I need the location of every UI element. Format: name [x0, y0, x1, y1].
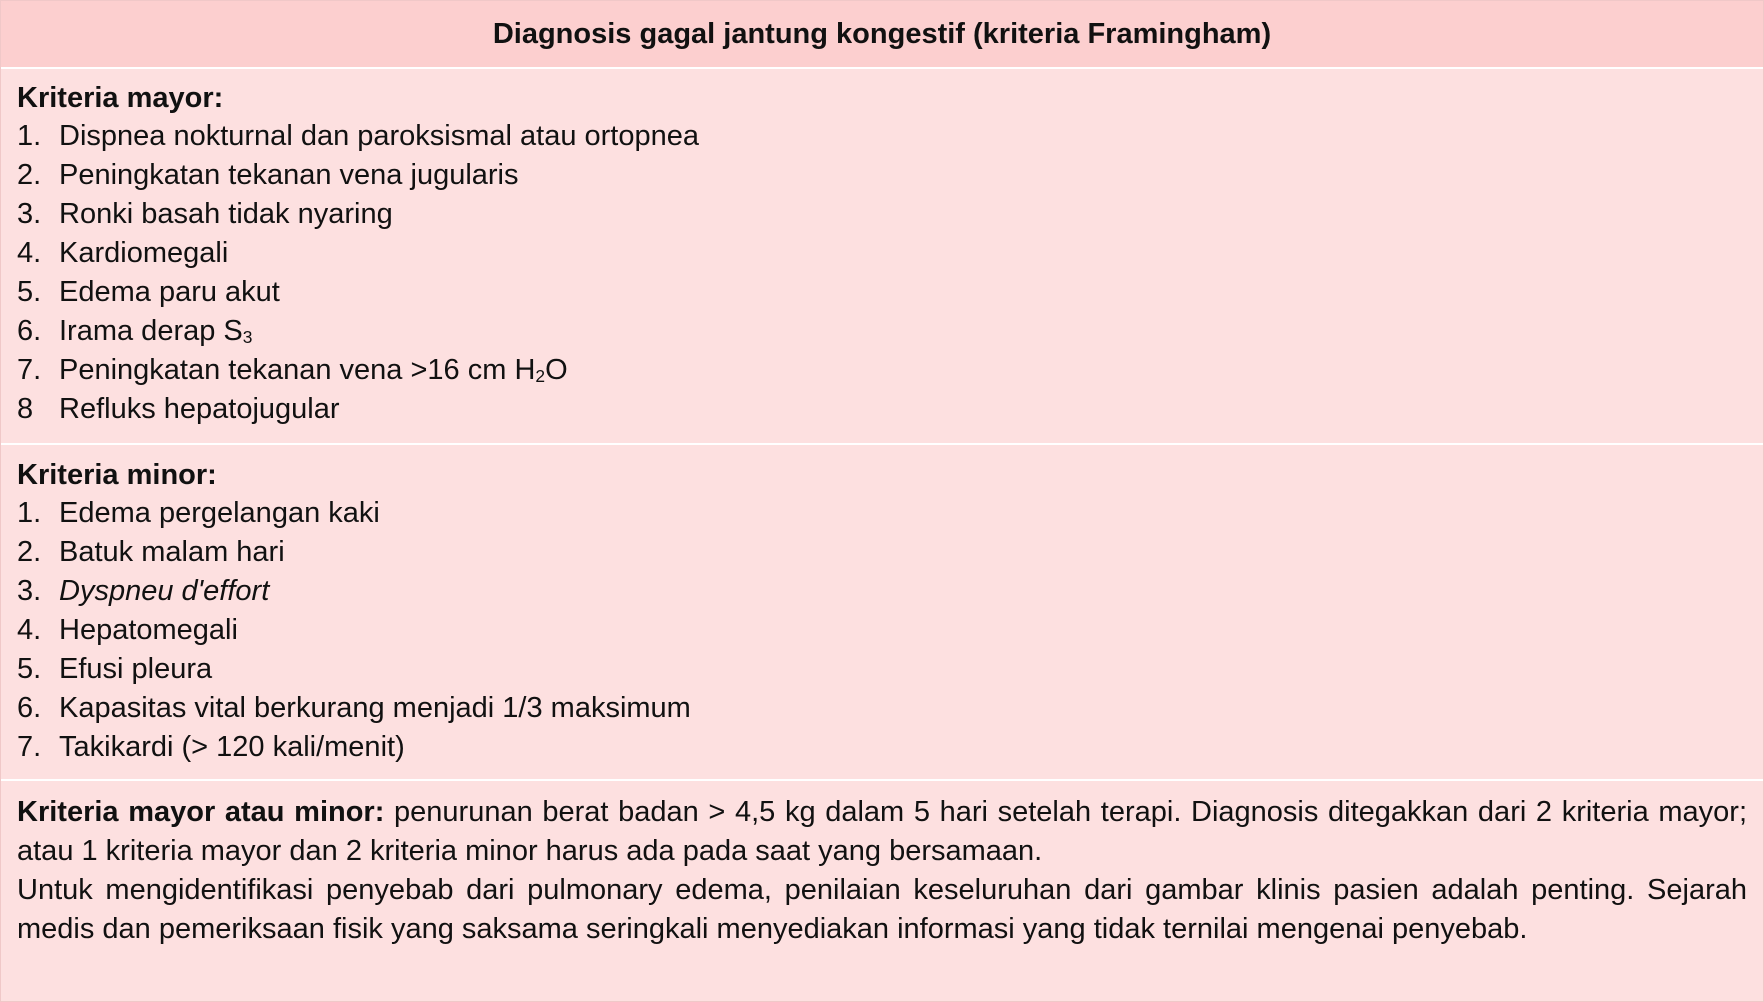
list-item: 7. Takikardi (> 120 kali/menit)	[17, 731, 405, 763]
minor-criteria-section	[1, 445, 1763, 781]
list-item: 7. Peningkatan tekanan vena >16 cm $H_2O$	[17, 354, 568, 386]
list-item: 5. Edema paru akut	[17, 276, 280, 308]
major-criteria-heading: Kriteria mayor:	[17, 82, 224, 114]
table-title: Diagnosis gagal jantung kongestif (kriteria Framingham)	[1, 1, 1763, 69]
minor-criteria-heading: Kriteria minor:	[17, 459, 217, 491]
list-item: 5. Efusi pleura	[17, 653, 213, 685]
clinical-note: Untuk mengidentifikasi penyebab dari pulmonary edema, penilaian keseluruhan dari gambar klinis pasien adalah penting. Sejarah medis dan pemeriksaan fisik yang saksama seringkali menyediakan informasi yang tidak ternilai mengenai penyebab.	[17, 874, 1747, 945]
criteria-note-label: Kriteria mayor atau minor:	[17, 796, 385, 828]
list-item: 1. Dispnea nokturnal dan paroksismal atau ortopnea	[17, 120, 700, 152]
list-item: 4. Hepatomegali	[17, 614, 238, 646]
list-item: 6. Irama derap $S_3$	[17, 315, 253, 347]
list-item: 3. Dyspneu d'effort	[17, 575, 270, 607]
major-criteria-section	[1, 69, 1763, 445]
list-item: 2. Peningkatan tekanan vena jugularis	[17, 159, 519, 191]
list-item: 2. Batuk malam hari	[17, 536, 285, 568]
list-item: 4. Kardiomegali	[17, 237, 229, 269]
list-item: 8 Refluks hepatojugular	[17, 393, 340, 425]
criteria-note: Kriteria mayor atau minor: penurunan berat badan > 4,5 kg dalam 5 hari setelah terapi. Diagnosis ditegakkan dari 2 kriteria mayor; atau 1 kriteria mayor dan 2 kriteria minor harus ada pada saat yang bersamaan.	[17, 796, 1747, 867]
notes-section	[1, 781, 1763, 949]
list-item: 6. Kapasitas vital berkurang menjadi 1/3 maksimum	[17, 692, 691, 724]
list-item: 3. Ronki basah tidak nyaring	[17, 198, 393, 230]
list-item: 1. Edema pergelangan kaki	[17, 497, 380, 529]
